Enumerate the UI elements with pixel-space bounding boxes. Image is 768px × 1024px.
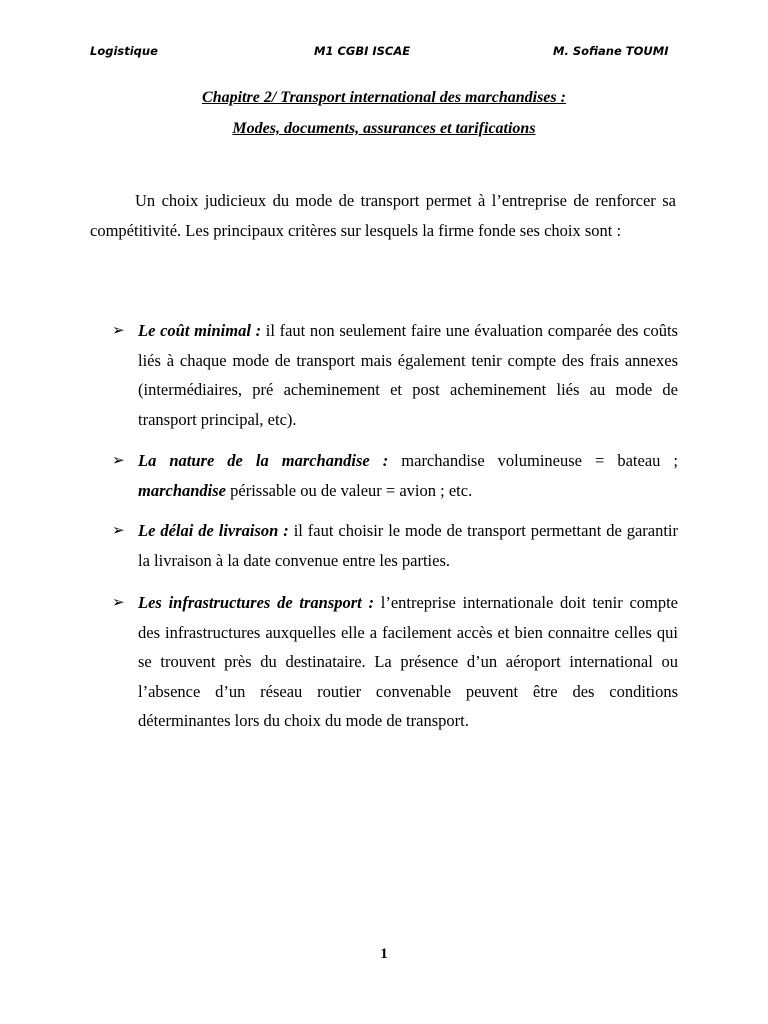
criterion-item-delay bbox=[112, 516, 678, 575]
criterion-item-nature bbox=[112, 446, 678, 505]
header-author: M. Sofiane TOUMI bbox=[553, 44, 669, 58]
arrow-bullet-icon: ➢ bbox=[112, 521, 125, 539]
criterion-item-cost bbox=[112, 316, 678, 434]
arrow-bullet-icon: ➢ bbox=[112, 321, 125, 339]
arrow-bullet-icon: ➢ bbox=[112, 593, 125, 611]
header-program: M1 CGBI ISCAE bbox=[314, 44, 411, 58]
criterion-description-cont: périssable ou de valeur = avion ; etc. bbox=[226, 480, 473, 500]
intro-paragraph: Un choix judicieux du mode de transport permet à l’entreprise de renforcer sa compétitivité. Les principaux critères sur lesquels la firme fonde ses choix sont : bbox=[90, 191, 676, 240]
criterion-term: Le délai de livraison : bbox=[138, 521, 289, 540]
criterion-description: il faut choisir le mode de transport permettant de garantir la livraison à la date convenue entre les parties. bbox=[138, 521, 679, 570]
criterion-description: il faut non seulement faire une évaluation comparée des coûts liés à chaque mode de transport mais également tenir compte des frais annexes (intermédiaires, pré acheminement et post acheminement liés au mode de transport principal, etc). bbox=[138, 321, 678, 429]
chapter-title: Chapitre 2/ Transport international des marchandises : bbox=[202, 89, 566, 106]
page-number: 1 bbox=[380, 946, 388, 962]
criterion-text bbox=[138, 588, 678, 736]
criterion-description: marchandise volumineuse = bateau ; bbox=[388, 451, 678, 470]
criterion-text bbox=[138, 316, 678, 434]
criterion-term: La nature de la marchandise : bbox=[138, 451, 389, 470]
criterion-text bbox=[138, 516, 678, 575]
criterion-item-infrastructure bbox=[112, 588, 678, 736]
criterion-text bbox=[138, 446, 678, 505]
criterion-term: Le coût minimal : bbox=[138, 321, 262, 340]
chapter-subtitle: Modes, documents, assurances et tarifications bbox=[232, 120, 536, 137]
arrow-bullet-icon: ➢ bbox=[112, 451, 125, 469]
criterion-term: Les infrastructures de transport : bbox=[138, 593, 374, 612]
header-course: Logistique bbox=[90, 44, 158, 58]
page-header bbox=[0, 44, 768, 60]
criterion-inline-term: marchandise bbox=[138, 480, 227, 500]
criterion-description: l’entreprise internationale doit tenir compte des infrastructures auxquelles elle a facilement accès et bien connaitre celles qui se trouvent près du destinataire. La présence d’un aéroport international ou l’absence d’un réseau routier convenable peuvent être des conditions déterminantes lors du choix du mode de transport. bbox=[138, 593, 679, 730]
